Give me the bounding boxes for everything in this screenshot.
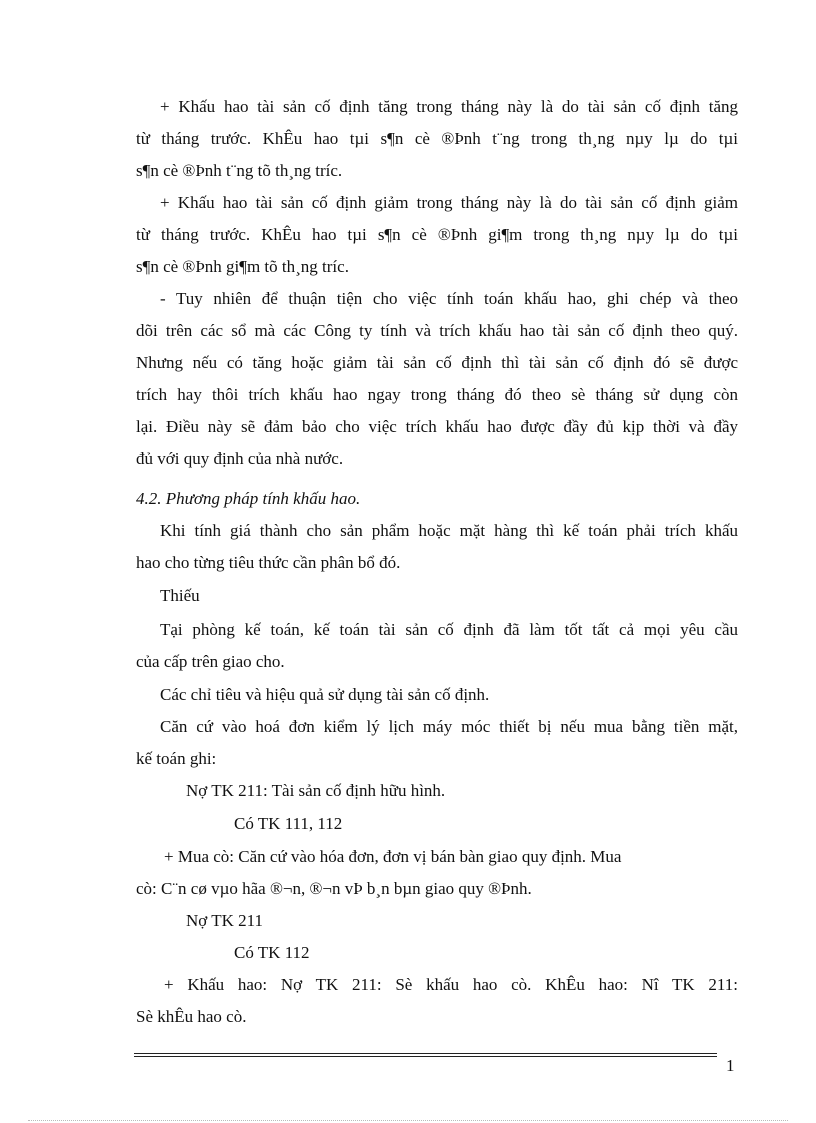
text-line: Căn cứ vào hoá đơn kiểm lý lịch máy móc thiết bị nếu mua bằng tiền mặt, bbox=[160, 717, 738, 736]
accounting-entry: Có TK 112 bbox=[234, 943, 310, 962]
text-line: Sè khÊu hao cò. bbox=[136, 1007, 247, 1026]
text-line: + Khấu hao tài sản cố định giảm trong tháng này là do tài sản cố định giảm bbox=[160, 193, 738, 212]
text-line: Tại phòng kế toán, kế toán tài sản cố định đã làm tốt tất cả mọi yêu cầu bbox=[160, 620, 738, 639]
text-line: lại. Điều này sẽ đảm bảo cho việc trích khấu hao được đầy đủ kịp thời và đầy bbox=[136, 417, 738, 436]
text-line: trích hay thôi trích khấu hao ngay trong tháng đó theo sè tháng sử dụng còn bbox=[136, 385, 738, 404]
text-line: dõi trên các sổ mà các Công ty tính và trích khấu hao tài sản cố định theo quý. bbox=[136, 321, 738, 340]
text-line: Khi tính giá thành cho sản phẩm hoặc mặt hàng thì kế toán phải trích khấu bbox=[160, 521, 738, 540]
accounting-entry: Nợ TK 211 bbox=[186, 911, 263, 930]
text-line: Thiếu bbox=[160, 586, 200, 605]
text-line: từ tháng trước. KhÊu hao tµi s¶n cè ®Þnh t¨ng trong th¸ng nµy lµ do tµi bbox=[136, 129, 738, 148]
text-line: cò: C¨n cø vµo hãa ®¬n, ®¬n vÞ b¸n bµn giao quy ®Þnh. bbox=[136, 879, 532, 898]
text-line: - Tuy nhiên để thuận tiện cho việc tính toán khấu hao, ghi chép và theo bbox=[160, 289, 738, 308]
text-line: Các chỉ tiêu và hiệu quả sử dụng tài sản cố định. bbox=[160, 685, 490, 704]
text-line: của cấp trên giao cho. bbox=[136, 652, 285, 671]
page-number: 1 bbox=[726, 1056, 735, 1075]
text-line: + Khấu hao tài sản cố định tăng trong tháng này là do tài sản cố định tăng bbox=[160, 97, 738, 116]
text-line: hao cho từng tiêu thức cần phân bổ đó. bbox=[136, 553, 401, 572]
text-line: từ tháng trước. KhÊu hao tµi s¶n cè ®Þnh gi¶m trong th¸ng nµy lµ do tµi bbox=[136, 225, 738, 244]
text-line: kế toán ghi: bbox=[136, 749, 217, 768]
accounting-entry: Nợ TK 211: Tài sản cố định hữu hình. bbox=[186, 781, 446, 800]
text-line: đủ với quy định của nhà nước. bbox=[136, 449, 344, 468]
section-heading: 4.2. Phương pháp tính khấu hao. bbox=[136, 489, 361, 508]
text-line: + Khấu hao: Nợ TK 211: Sè khấu hao cò. KhÊu hao: Nî TK 211: bbox=[164, 975, 738, 994]
footer-rule bbox=[134, 1056, 717, 1057]
text-line: Nhưng nếu có tăng hoặc giảm tài sản cố định thì tài sản cố định đó sẽ được bbox=[136, 353, 738, 372]
text-line: s¶n cè ®Þnh gi¶m tõ th¸ng tríc. bbox=[136, 257, 349, 276]
page-boundary bbox=[28, 1120, 788, 1121]
footer-rule bbox=[134, 1053, 717, 1054]
accounting-entry: Có TK 111, 112 bbox=[234, 814, 343, 833]
text-line: + Mua cò: Căn cứ vào hóa đơn, đơn vị bán bàn giao quy định. Mua bbox=[164, 847, 622, 866]
text-line: s¶n cè ®Þnh t¨ng tõ th¸ng tríc. bbox=[136, 161, 343, 180]
